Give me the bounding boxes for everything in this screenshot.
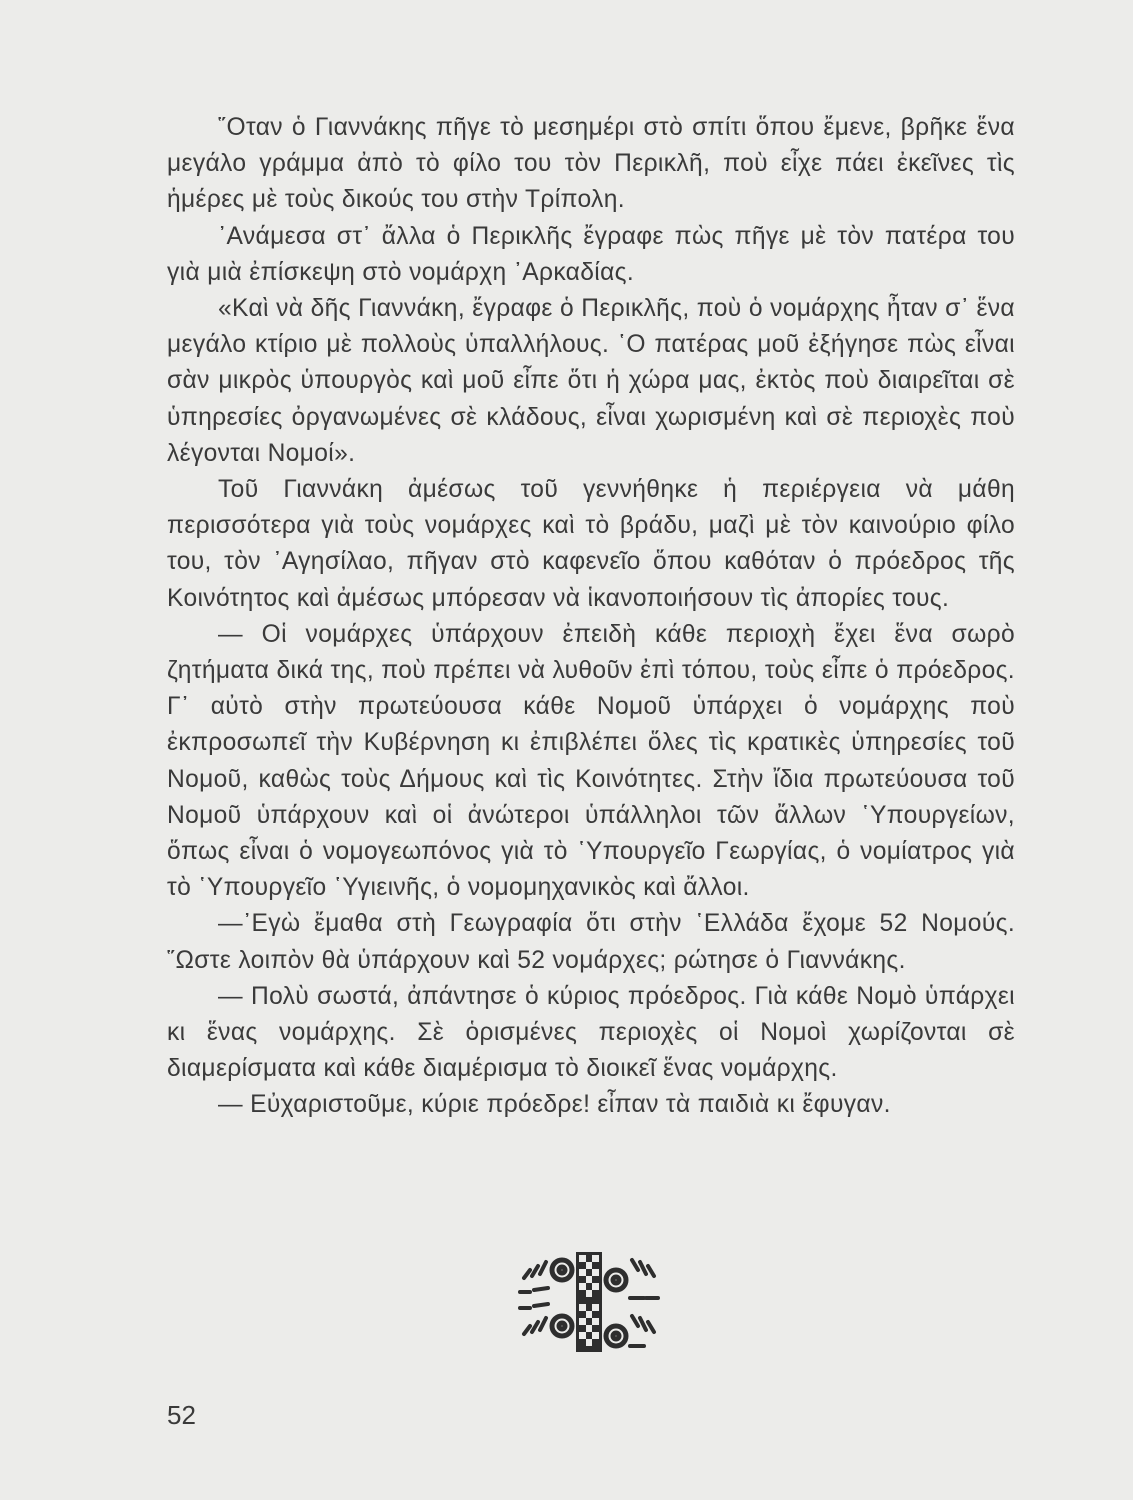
paragraph-2: ᾿Ανάμεσα στ᾿ ἄλλα ὁ Περικλῆς ἔγραφε πὼς πῆγε μὲ τὸν πατέρα του γιὰ μιὰ ἐπίσκεψη στὸ νομάρχη ᾿Αρκαδίας. — [167, 222, 1015, 286]
body-text — [167, 110, 1015, 1124]
paragraph-7: — Πολὺ σωστά, ἀπάντησε ὁ κύριος πρόεδρος. Γιὰ κάθε Νομὸ ὑπάρχει κι ἕνας νομάρχης. Σὲ ὁρισμένες περιοχὲς οἱ Νομοὶ χωρίζονται σὲ διαμερίσματα καὶ κάθε διαμέρισμα τὸ διοικεῖ ἕνας νομάρχης. — [167, 982, 1015, 1083]
paragraph-4: Τοῦ Γιαννάκη ἀμέσως τοῦ γεννήθηκε ἡ περιέργεια νὰ μάθη περισσότερα γιὰ τοὺς νομάρχες καὶ τὸ βράδυ, μαζὶ μὲ τὸν καινούριο φίλο του, τὸν ᾿Αγησίλαο, πῆγαν στὸ καφενεῖο ὅπου καθόταν ὁ πρόεδρος τῆς Κοινότητος καὶ ἀμέσως μπόρεσαν νὰ ἱκανοποιήσουν τὶς ἀπορίες τους. — [167, 476, 1015, 612]
paragraph-8: — Εὐχαριστοῦμε, κύριε πρόεδρε! εἶπαν τὰ παιδιὰ κι ἔφυγαν. — [218, 1091, 891, 1119]
paragraph-3: «Καὶ νὰ δῆς Γιαννάκη, ἔγραφε ὁ Περικλῆς, ποὺ ὁ νομάρχης ἦταν σ᾿ ἕνα μεγάλο κτίριο μὲ πολλοὺς ὑπαλλήλους. ῾Ο πατέρας μοῦ ἐξήγησε πὼς εἶναι σὰν μικρὸς ὑπουργὸς καὶ μοῦ εἶπε ὅτι ἡ χώρα μας, ἐκτὸς ποὺ διαιρεῖται σὲ ὑπηρεσίες ὀργανωμένες σὲ κλάδους, εἶναι χωρισμένη καὶ σὲ περιοχὲς ποὺ λέγονται Νομοί». — [167, 295, 1015, 467]
paragraph-5: — Οἱ νομάρχες ὑπάρχουν ἐπειδὴ κάθε περιοχὴ ἔχει ἕνα σωρὸ ζητήματα δικά της, ποὺ πρέπει νὰ λυθοῦν ἐπὶ τόπου, τοὺς εἶπε ὁ πρόεδρος. Γ᾿ αὐτὸ στὴν πρωτεύουσα κάθε Νομοῦ ὑπάρχει ὁ νομάρχης ποὺ ἐκπροσωπεῖ τὴν Κυβέρνηση κι ἐπιβλέπει ὅλες τὶς κρατικὲς ὑπηρεσίες τοῦ Νομοῦ, καθὼς τοὺς Δήμους καὶ τὶς Κοινότητες. Στὴν ἴδια πρωτεύουσα τοῦ Νομοῦ ὑπάρχουν καὶ οἱ ἀνώτεροι ὑπάλληλοι τῶν ἄλλων ῾Υπουργείων, ὅπως εἶναι ὁ νομογεωπόνος γιὰ τὸ ῾Υπουργεῖο Γεωργίας, ὁ νομίατρος γιὰ τὸ ῾Υπουργεῖο ῾Υγιεινῆς, ὁ νομομηχανικὸς καὶ ἄλλοι. — [167, 620, 1015, 902]
paragraph-6: —᾿Εγὼ ἔμαθα στὴ Γεωγραφία ὅτι στὴν ῾Ελλάδα ἔχομε 52 Νομούς. ῞Ωστε λοιπὸν θὰ ὑπάρχουν καὶ 52 νομάρχες; ρώτησε ὁ Γιαννάκης. — [167, 910, 1015, 974]
ornament-icon — [516, 1248, 662, 1356]
paragraph-1: ῞Οταν ὁ Γιαννάκης πῆγε τὸ μεσημέρι στὸ σπίτι ὅπου ἔμενε, βρῆκε ἕνα μεγάλο γράμμα ἀπὸ τὸ φίλο του τὸν Περικλῆ, ποὺ εἶχε πάει ἐκεῖνες τὶς ἡμέρες μὲ τοὺς δικούς του στὴν Τρίπολη. — [167, 114, 1015, 214]
page-number: 52 — [167, 1400, 196, 1430]
